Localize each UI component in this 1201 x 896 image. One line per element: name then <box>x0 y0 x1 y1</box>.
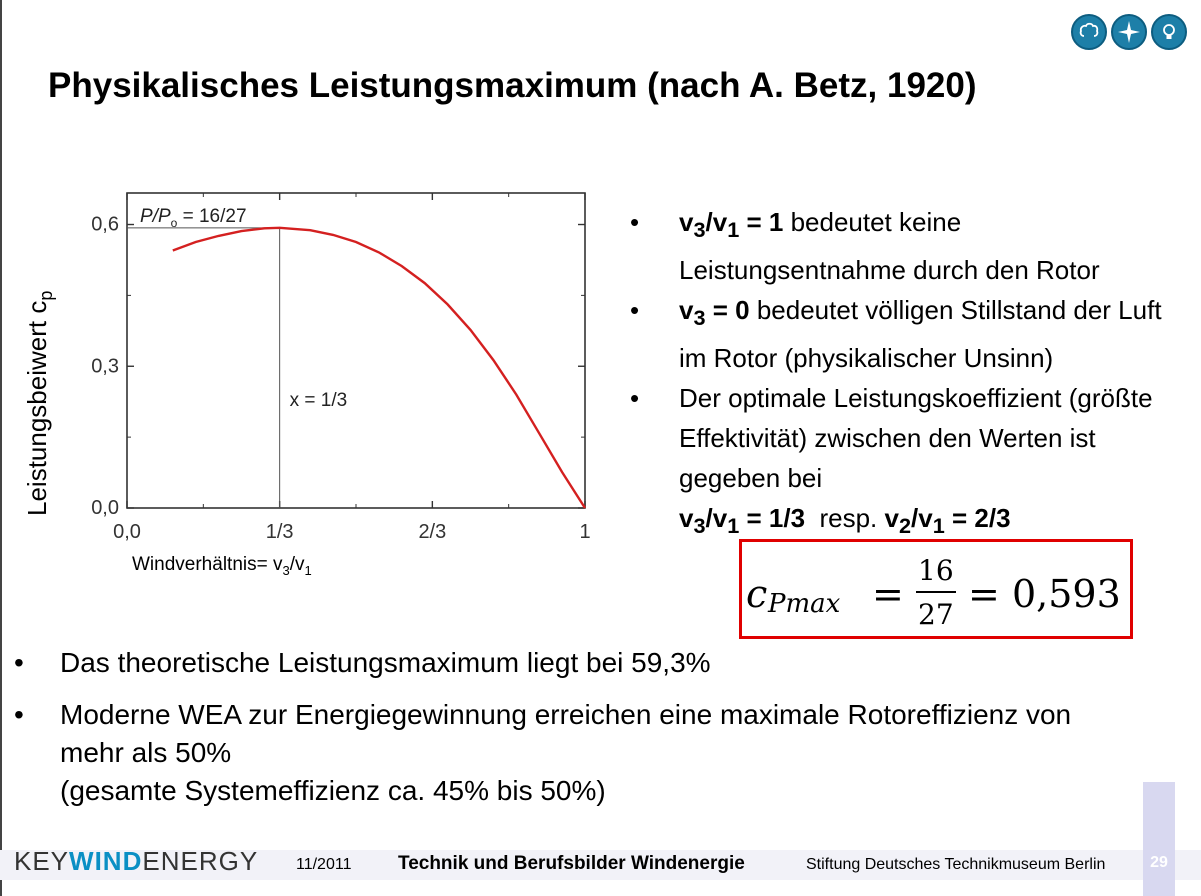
keywindenergy-logo <box>14 846 258 877</box>
right-bullet-list <box>628 202 1188 547</box>
plot-frame <box>127 193 585 508</box>
x-tick-label: 2/3 <box>418 521 447 543</box>
bullet-text: bedeutet völligen Stillstand der Luft im Rotor (physikalischer Unsinn) <box>679 295 1162 374</box>
formula-c: c <box>746 572 768 616</box>
brain-icon <box>1071 14 1107 50</box>
max-annotation-label: $P/P_o = 16/27$ <box>140 205 247 230</box>
logo-key: KEY <box>14 846 70 876</box>
list-item <box>628 378 1188 546</box>
formula-sub: Pmax <box>768 589 841 619</box>
x-tick-label: 1 <box>579 521 591 543</box>
formula-eq2: = <box>968 572 1000 616</box>
bullet-bold: = 1/3 <box>739 503 806 534</box>
bullet-sub: 3 <box>693 513 706 539</box>
formula-value: 0,593 <box>1012 572 1121 616</box>
x-tick-label: 0,0 <box>113 521 141 543</box>
header-icons <box>1071 14 1187 50</box>
page-number: 29 <box>1150 854 1168 871</box>
x-annotation-label: x = 1/3 <box>289 390 348 411</box>
bullet-bold: v <box>679 295 694 326</box>
bullet-dot: • <box>630 295 640 326</box>
logo-energy: ENERGY <box>142 846 259 876</box>
y-tick-label: 0,0 <box>91 497 119 519</box>
bullet-text: Der optimale Leistungskoeffizient (größte Effektivität) zwischen den Werten ist gegeben bei <box>679 383 1153 494</box>
bullet-bold: v <box>679 207 694 237</box>
bullet-dot: • <box>14 647 24 678</box>
betz-chart <box>0 0 620 600</box>
formula-numerator: 16 <box>918 554 954 587</box>
bullet-sub: 2 <box>898 513 912 539</box>
list-item <box>628 290 1188 378</box>
bullet-sub: 1 <box>727 513 740 539</box>
formula-eq1: = <box>872 572 904 616</box>
bullet-sub: 1 <box>727 217 740 243</box>
bullet-dot: • <box>630 383 640 414</box>
y-axis-label: Leistungsbeiwert $c_p$ <box>22 290 56 516</box>
bullet-bold: = 2/3 <box>944 503 1011 534</box>
bottom-bullet-list <box>14 644 1114 824</box>
list-item <box>14 696 1114 810</box>
x-tick-label: 1/3 <box>265 521 294 543</box>
bullet-bold: v <box>679 503 694 534</box>
list-item <box>14 644 1114 682</box>
compass-icon <box>1111 14 1147 50</box>
x-axis-label: Windverhältnis= $v_3/v_1$ <box>132 554 312 578</box>
footer-title: Technik und Berufsbilder Windenergie <box>398 853 745 874</box>
bullet-bold: /v <box>705 207 728 237</box>
bullet-text: Das theoretische Leistungsmaximum liegt bei 59,3% <box>60 647 711 678</box>
bullet-bold: = 0 <box>705 295 750 326</box>
footer-page-strip <box>1143 782 1175 896</box>
y-tick-label: 0,6 <box>91 213 119 236</box>
bullet-bold: /v <box>911 503 933 534</box>
bullet-text: bedeutet keine Leistungsentnahme durch den Rotor <box>679 207 1100 286</box>
bullet-sub: 3 <box>693 217 706 243</box>
cp-curve <box>173 228 585 508</box>
bullet-sub: 3 <box>693 305 706 331</box>
bullet-dot: • <box>14 699 24 730</box>
y-tick-label: 0,3 <box>91 355 119 378</box>
bullet-text: resp. <box>805 503 885 534</box>
logo-wind: WIND <box>69 846 143 876</box>
page-title: Physikalisches Leistungsmaximum (nach A. Betz, 1920) <box>48 66 977 105</box>
bullet-text: (gesamte Systemeffizienz ca. 45% bis 50%) <box>60 775 606 806</box>
list-item <box>628 202 1188 290</box>
footer-org: Stiftung Deutsches Technikmuseum Berlin <box>806 856 1106 873</box>
fraction-bar <box>916 591 956 593</box>
formula-denominator: 27 <box>918 598 954 631</box>
bullet-bold: /v <box>705 503 728 534</box>
bullet-bold: = 1 <box>739 207 784 237</box>
bullet-sub: 1 <box>932 513 945 539</box>
footer-date: 11/2011 <box>296 856 352 873</box>
bullet-bold: v <box>884 503 899 534</box>
bullet-dot: • <box>630 207 640 237</box>
formula-box <box>739 539 1133 639</box>
bullet-text: Moderne WEA zur Energiegewinnung erreichen eine maximale Rotoreffizienz von mehr als 50% <box>60 699 1072 768</box>
lightbulb-icon <box>1151 14 1187 50</box>
